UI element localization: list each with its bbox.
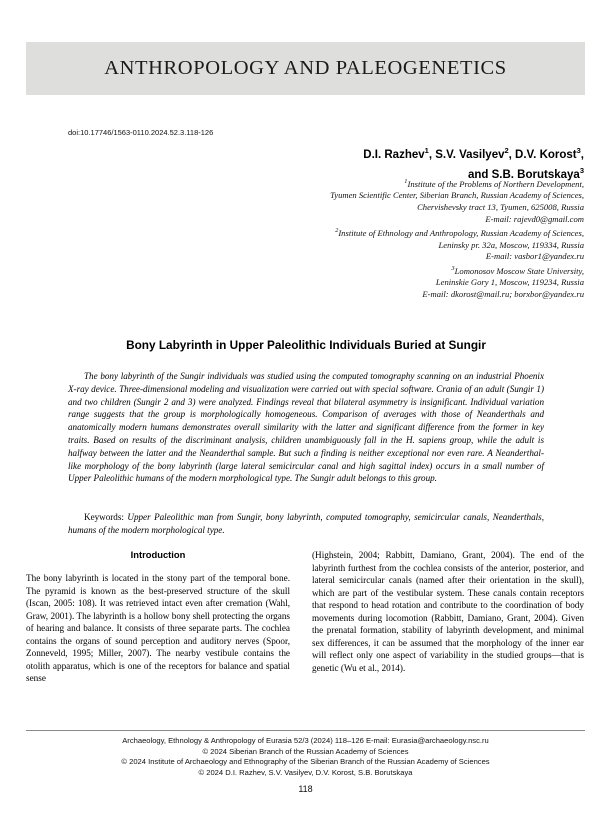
footer-divider [26, 730, 585, 731]
affiliation-line [154, 263, 584, 277]
affiliation-line [154, 190, 584, 202]
abstract-text: The bony labyrinth of the Sungir individuals was studied using the computed tomography scanning on an industrial Phoenix X-ray device. Three-dimensional modeling and visualization were carried out with special software. Crania of an adult (Sungir 1) and two children (Sungir 2 and 3) were analyzed. Findings reveal that bilateral asymmetry is insignificant. Individual variation range suggests that the group is morphologically homogeneous. Comparison of averages with those of Neanderthals and anatomically modern humans demonstrates overall similarity with the latter and significant difference from the former in key traits. Based on results of the discriminant analysis, children unambiguously fall in the H. sapiens group, while the adult is halfway between the latter and the Neanderthal sample. But such a finding is neither exceptional nor even rare. A Neanderthal-like morphology of the bony labyrinth (large lateral semicircular canal and high sagittal index) occurs in a small number of Upper Paleolithic humans of the modern morphological type. The Sungir adult belongs to this group. [68, 371, 544, 484]
affiliation-text: Chervishevsky tract 13, Tyumen, 625008, Russia [417, 202, 584, 213]
affiliation-line [154, 240, 584, 252]
footer-copyright-2: © 2024 Institute of Archaeology and Ethnography of the Siberian Branch of the Russian Academy of Sciences [121, 757, 490, 767]
affiliation-line [154, 202, 584, 214]
keywords-label: Keywords: [84, 512, 124, 522]
page-number: 118 [298, 784, 313, 794]
affiliation-email-text: E-mail: rajevd0@gmail.com [485, 213, 584, 224]
body-paragraph: The bony labyrinth is located in the stony part of the temporal bone. The pyramid is known as the best-preserved structure of the skull (Iscan, 2005: 108). It was retrieved intact even after cremation (Wahl, Graw, 2001). The labyrinth is a hollow bony shell protecting the organs of hearing and balance. It consists of three separate parts. The cochlea contains the organs of sound perception and auditory nerves (Spoor, Zonneveld, 1995; Miller, 2007). The nearby vestibule contains the otolith apparatus, which is one of the receptors for balance and spatial sense [26, 573, 290, 684]
footer-copyright-1: © 2024 Siberian Branch of the Russian Academy of Sciences [202, 746, 409, 756]
affiliation-block [154, 176, 584, 301]
body-column-right [312, 549, 584, 674]
affiliation-email-text: E-mail: dkorost@mail.ru; borxbor@yandex.ru [422, 288, 584, 299]
affiliation-marker-2: 2 [335, 227, 339, 235]
affiliation-line [154, 176, 584, 190]
author-line-1 [164, 143, 584, 163]
affiliation-email-text: E-mail: vasbor1@yandex.ru [485, 251, 584, 262]
affiliation-text: Leninskie Gory 1, Moscow, 119234, Russia [435, 277, 584, 288]
doi-text: doi:10.17746/1563-0110.2024.52.3.118-126 [68, 128, 214, 137]
page-footer [26, 736, 585, 778]
footer-journal-line: Archaeology, Ethnology & Anthropology of Eurasia 52/3 (2024) 118–126 E-mail: Eurasia@archaeology.nsc.ru [122, 736, 489, 745]
author-2-affil-marker: 2 [504, 146, 509, 155]
body-paragraph: (Highstein, 2004; Rabbitt, Damiano, Grant, 2004). The end of the labyrinth furthest from the cochlea consists of the anterior, posterior, and lateral semicircular canals (named after their orientation in the skull), which are part of the vestibular system. These canals contain receptors that respond to head rotation and contribute to the coordination of body movements during locomotion (Rabbitt, Damiano, Grant, 2004). Given the prenatal formation, stability of labyrinth development, and minimal sex differences, it can be assumed that the morphology of the inner ear will reflect only one aspect of variability in the studied groups—that is genetic (Wu et al., 2014). [312, 550, 584, 673]
author-2-name: , S.V. Vasilyev [428, 148, 505, 161]
footer-copyright-3: © 2024 D.I. Razhev, S.V. Vasilyev, D.V. Korost, S.B. Borutskaya [198, 767, 413, 777]
author-line-1-comma: , [580, 148, 584, 161]
affiliation-text: Institute of the Problems of Northern Development, [407, 178, 584, 189]
affiliation-marker-3: 3 [451, 264, 455, 272]
section-banner-title: ANTHROPOLOGY AND PALEOGENETICS [104, 57, 507, 79]
body-column-left [26, 572, 290, 685]
author-1-name: D.I. Razhev [363, 148, 425, 161]
page-title: Bony Labyrinth in Upper Paleolithic Individuals Buried at Sungir [126, 338, 486, 352]
author-4-affil-marker: 3 [579, 165, 584, 175]
affiliation-email [154, 251, 584, 263]
affiliation-line [154, 225, 584, 239]
author-3-affil-marker: 3 [576, 146, 581, 155]
affiliation-text: Lomonosov Moscow State University, [454, 265, 584, 276]
author-3-name: , D.V. Korost [508, 148, 577, 161]
affiliation-text: Institute of Ethnology and Anthropology, Russian Academy of Sciences, [338, 228, 584, 239]
author-1-affil-marker: 1 [424, 146, 429, 155]
affiliation-text: Leninsky pr. 32a, Moscow, 119334, Russia [438, 239, 584, 250]
affiliation-email [154, 289, 584, 301]
author-4-name: and S.B. Borutskaya [467, 168, 580, 181]
affiliation-text: Tyumen Scientific Center, Siberian Branch, Russian Academy of Sciences, [330, 190, 584, 201]
section-banner [26, 42, 585, 95]
affiliation-email [154, 214, 584, 226]
keywords-text: Upper Paleolithic man from Sungir, bony labyrinth, computed tomography, semicircular canals, Neanderthals, humans of the modern morphological type. [68, 512, 544, 535]
affiliation-marker-1: 1 [404, 178, 408, 185]
introduction-heading: Introduction [130, 549, 186, 560]
affiliation-line [154, 277, 584, 289]
keywords-block [68, 511, 544, 536]
